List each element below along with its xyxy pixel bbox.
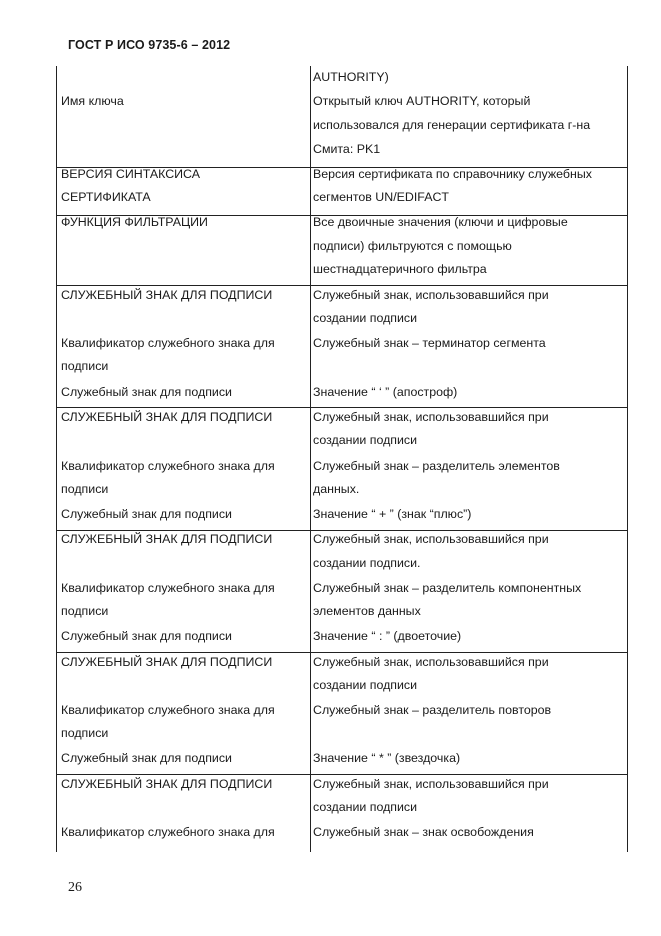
table-cell: Служебный знак, использовавшийся при [313,532,549,546]
table-cell: Имя ключа [61,94,124,108]
table-cell: СЛУЖЕБНЫЙ ЗНАК ДЛЯ ПОДПИСИ [61,532,273,546]
table-cell: использовался для генерации сертификата г-на [313,118,591,132]
table-cell: Служебный знак для подписи [61,629,232,643]
table-cell: Квалификатор служебного знака для [61,825,275,839]
table-cell: СЛУЖЕБНЫЙ ЗНАК ДЛЯ ПОДПИСИ [61,777,273,791]
table-cell: создании подписи [313,433,418,447]
table-cell: подписи [61,482,109,496]
table-cell: Открытый ключ AUTHORITY, который [313,94,531,108]
table-cell: Служебный знак для подписи [61,507,232,521]
table-cell: данных. [313,482,360,496]
table-cell: Служебный знак, использовавшийся при [313,410,549,424]
table-cell: создании подписи [313,311,418,325]
table-cell: Служебный знак, использовавшийся при [313,288,549,302]
table-cell: создании подписи [313,678,418,692]
table-cell: Значение “ : ” (двоеточие) [313,629,462,643]
table-cell: элементов данных [313,604,421,618]
table-cell: ФУНКЦИЯ ФИЛЬТРАЦИИ [61,215,208,229]
table-cell: Служебный знак – разделитель элементов [313,459,560,473]
page-number: 26 [68,880,82,895]
table-cell: Версия сертификата по справочнику служебных [313,167,592,181]
table-cell: Квалификатор служебного знака для [61,581,275,595]
table-cell: Служебный знак для подписи [61,385,232,399]
table-cell: создании подписи. [313,556,421,570]
table-cell: Служебный знак для подписи [61,751,232,765]
table-cell: СЛУЖЕБНЫЙ ЗНАК ДЛЯ ПОДПИСИ [61,288,273,302]
table-cell: СЛУЖЕБНЫЙ ЗНАК ДЛЯ ПОДПИСИ [61,655,273,669]
table-cell: создании подписи [313,800,418,814]
table-cell: Смита: PK1 [313,142,381,156]
specification-table [56,66,628,852]
table-cell: Значение “ * ” (звездочка) [313,751,461,765]
table-cell: шестнадцатеричного фильтра [313,262,487,276]
table-cell: СЛУЖЕБНЫЙ ЗНАК ДЛЯ ПОДПИСИ [61,410,273,424]
table-cell: подписи [61,604,109,618]
table-cell: Квалификатор служебного знака для [61,703,275,717]
table-cell: Служебный знак, использовавшийся при [313,655,549,669]
table-cell: Значение “ ‘ ” (апостроф) [313,385,458,399]
column-divider [310,66,311,852]
table-cell: ВЕРСИЯ СИНТАКСИСА [61,167,200,181]
table-cell: подписи [61,359,109,373]
table-cell: Служебный знак – разделитель компонентных [313,581,582,595]
table-cell: подписи [61,726,109,740]
table-cell: Служебный знак – знак освобождения [313,825,534,839]
table-cell: Квалификатор служебного знака для [61,336,275,350]
table-cell: AUTHORITY) [313,70,389,84]
table-cell: СЕРТИФИКАТА [61,190,151,204]
table-cell: Служебный знак, использовавшийся при [313,777,549,791]
table-cell: подписи) фильтруются с помощью [313,239,512,253]
table-cell: Служебный знак – терминатор сегмента [313,336,546,350]
table-cell: сегментов UN/EDIFACT [313,190,449,204]
table-cell: Квалификатор служебного знака для [61,459,275,473]
table-cell: Служебный знак – разделитель повторов [313,703,552,717]
document-header: ГОСТ Р ИСО 9735-6 – 2012 [68,38,231,52]
table-cell: Все двоичные значения (ключи и цифровые [313,215,568,229]
table-cell: Значение “ + ” (знак “плюс”) [313,507,472,521]
